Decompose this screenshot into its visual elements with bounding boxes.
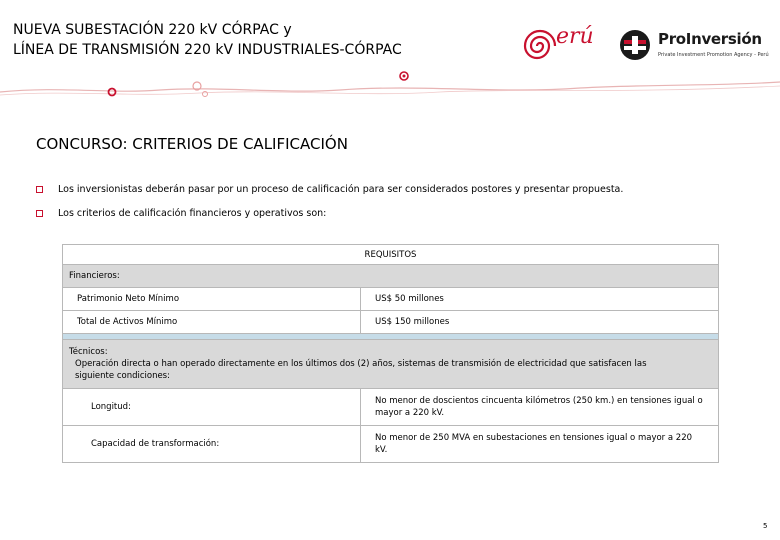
technical-requirement-value xyxy=(361,426,719,463)
technical-value-line-1: No menor de 250 MVA en subestaciones en tensiones igual o mayor a 220 xyxy=(375,433,693,443)
bullet-item xyxy=(36,184,623,195)
table-row xyxy=(63,288,719,311)
technical-description-line-1: Operación directa o han operado directamente en los últimos dos (2) años, sistemas de transmisión de electricidad que satisfacen las xyxy=(75,359,647,369)
financial-requirement-value: US$ 150 millones xyxy=(361,311,719,334)
financial-requirement-label: Total de Activos Mínimo xyxy=(63,311,361,334)
technical-label: Técnicos: xyxy=(69,347,108,357)
proinversion-logo xyxy=(618,28,768,68)
technical-requirement-value xyxy=(361,389,719,426)
title-line-2: LÍNEA DE TRANSMISIÓN 220 kV INDUSTRIALES-CÓRPAC xyxy=(13,42,402,58)
table-header: REQUISITOS xyxy=(63,245,719,265)
proinversion-logo-text: ProInversión xyxy=(658,30,762,48)
peru-logo-text: erú xyxy=(556,24,594,49)
technical-requirement-label: Capacidad de transformación: xyxy=(63,426,361,463)
financial-requirement-label: Patrimonio Neto Mínimo xyxy=(63,288,361,311)
bullet-item xyxy=(36,208,326,219)
table-header-row xyxy=(63,245,719,265)
technical-description-line-2: siguiente condiciones: xyxy=(75,371,170,381)
section-title: CONCURSO: CRITERIOS DE CALIFICACIÓN xyxy=(36,135,348,153)
financial-requirement-value: US$ 50 millones xyxy=(361,288,719,311)
decorative-wave-divider xyxy=(0,64,780,114)
technical-value-line-1: No menor de doscientos cincuenta kilómetros (250 km.) en tensiones igual o xyxy=(375,396,703,406)
technical-section-row xyxy=(63,340,719,389)
checkbox-bullet-icon xyxy=(36,210,43,217)
financial-section-row xyxy=(63,265,719,288)
technical-value-line-2: kV. xyxy=(375,445,388,455)
technical-section-cell xyxy=(63,340,719,389)
peru-spiral-icon xyxy=(516,22,560,70)
title-line-1: NUEVA SUBESTACIÓN 220 kV CÓRPAC y xyxy=(13,22,292,38)
bullet-text: Los criterios de calificación financieros y operativos son: xyxy=(58,208,327,219)
slide-title xyxy=(13,20,402,60)
checkbox-bullet-icon xyxy=(36,186,43,193)
financial-label: Financieros: xyxy=(63,265,719,288)
requirements-table xyxy=(62,244,719,463)
proinversion-logo-subtitle: Private Investment Promotion Agency - Perú xyxy=(658,52,769,58)
technical-requirement-label: Longitud: xyxy=(63,389,361,426)
table-row xyxy=(63,311,719,334)
proinversion-emblem-icon xyxy=(618,28,652,62)
bullet-text: Los inversionistas deberán pasar por un proceso de calificación para ser considerados postores y presentar propuesta. xyxy=(58,184,624,195)
technical-value-line-2: mayor a 220 kV. xyxy=(375,408,445,418)
table-row xyxy=(63,389,719,426)
table-row xyxy=(63,426,719,463)
page-number: 5 xyxy=(763,522,768,530)
